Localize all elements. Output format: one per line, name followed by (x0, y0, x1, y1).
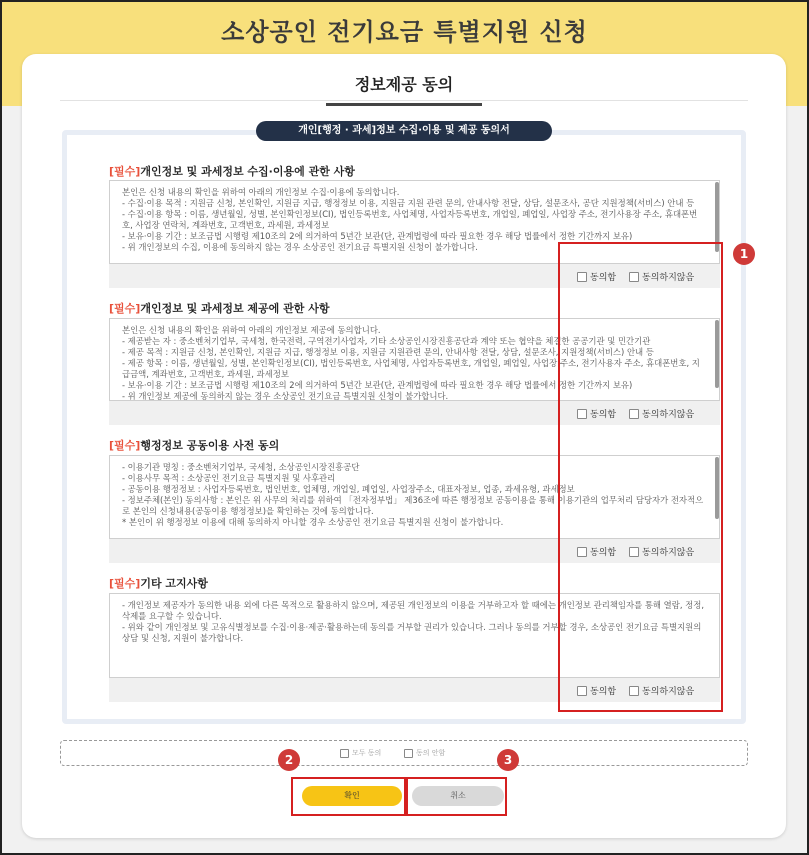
terms-line: 본인은 신청 내용의 확인을 위하여 아래의 개인정보 제공에 동의합니다. (122, 325, 381, 335)
checkbox-label: 동의하지않음 (642, 548, 695, 558)
consent-form-badge: 개인[행정 · 과세]정보 수집·이용 및 제공 동의서 (256, 121, 552, 141)
required-tag: [필수] (109, 577, 141, 590)
terms-line: - 개인정보 제공자가 동의한 내용 외에 다른 목적으로 활용하지 않으며, 제공된 개인정보의 이용을 거부하고자 할 때에는 개인정보 관리책임자를 통해 열람, 정정, 삭제를 요구할 수 있습니다. (122, 600, 705, 621)
checkbox-box[interactable] (340, 749, 349, 758)
checkbox-label: 동의함 (590, 687, 617, 697)
page-header-title: 소상공인 전기요금 특별지원 신청 (221, 18, 588, 46)
required-tag: [필수] (109, 302, 141, 315)
marker-2: 2 (278, 749, 300, 771)
checkbox-label: 동의하지않음 (642, 410, 695, 420)
terms-line: - 제공 목적 : 지원금 신청, 본인확인, 지원금 지급, 행정정보 이용, 지원금 지원관련 문의, 안내사항 전달, 상담, 설문조사, 지원정책(서비스) 안내 등 (122, 347, 654, 357)
highlight-consent-checkboxes (558, 242, 723, 712)
checkbox-label: 동의 안함 (416, 749, 446, 757)
required-tag: [필수] (109, 439, 141, 452)
agree-all-checkbox[interactable] (340, 748, 381, 758)
checkbox-label: 동의함 (590, 548, 617, 558)
terms-line: - 정보주체(본인) 동의사항 : 본인은 위 사무의 처리를 위하여 「전자정부법」 제36조에 따른 행정정보 공동이용을 통해 이용기관의 업무처리 담당자가 전자적으로 본인의 신청내용(공동이용 행정정보)을 확인하는 것에 동의합니다. (122, 495, 704, 516)
marker-1: 1 (733, 243, 755, 265)
section-title: 행정정보 공동이용 사전 동의 (140, 439, 280, 452)
section-heading-provision (109, 300, 329, 316)
checkbox-label: 모두 동의 (352, 749, 382, 757)
cancel-button[interactable]: 취소 (412, 786, 504, 806)
section-title: 개인정보 및 과세정보 수집·이용에 관한 사항 (140, 165, 355, 178)
terms-line: - 위 개인정보의 수집, 이용에 동의하지 않는 경우 소상공인 전기요금 특별지원 신청이 불가합니다. (122, 242, 478, 252)
section-heading-notice (109, 575, 208, 591)
terms-line: - 수집·이용 항목 : 이름, 생년월일, 성별, 본인확인정보(CI), 법인등록번호, 사업체명, 사업자등록번호, 개업일, 폐업일, 사업장 주소, 전기사용장 주소, 휴대폰번호, 사업장 연락처, 계좌번호, 고객번호, 과세원, 과세정보 (122, 209, 698, 230)
confirm-button[interactable]: 확인 (302, 786, 402, 806)
terms-line: 본인은 신청 내용의 확인을 위하여 아래의 개인정보 수집·이용에 동의합니다. (122, 187, 400, 197)
marker-3: 3 (497, 749, 519, 771)
section-title: 개인정보 및 과세정보 제공에 관한 사항 (140, 302, 330, 315)
page-title: 정보제공 동의 (326, 72, 482, 106)
terms-line: - 제공 항목 : 이름, 생년월일, 성별, 본인확인정보(CI), 법인등록번호, 사업체명, 사업자등록번호, 개업일, 폐업일, 사업장 주소, 전기사용자 주소, 휴대폰번호, 지급금액, 계좌번호, 고객번호, 과세원, 과세정보 (122, 358, 700, 379)
checkbox-label: 동의하지않음 (642, 273, 695, 283)
disagree-all-checkbox[interactable] (404, 748, 445, 758)
section-title: 기타 고지사항 (140, 577, 208, 590)
terms-line: - 공동이용 행정정보 : 사업자등록번호, 법인번호, 업체명, 개업일, 폐업일, 사업장주소, 대표자정보, 업종, 과세유형, 과세정보 (122, 484, 575, 494)
section-heading-collection (109, 163, 355, 179)
terms-line: - 보유·이용 기간 : 보조금법 시행령 제10조의 2에 의거하여 5년간 보관(단, 관계법령에 따라 필요한 경우 해당 법률에서 정한 기간까지 보유) (122, 380, 633, 390)
all-consent-bar (60, 740, 748, 766)
terms-line: - 수집·이용 목적 : 지원금 신청, 본인확인, 지원금 지급, 행정정보 이용, 지원금 지원 관련 문의, 안내사항 전달, 상담, 설문조사, 공단 지원정책(서비스) 안내 등 (122, 198, 695, 208)
terms-line: - 제공받는 자 : 중소벤처기업부, 국세청, 한국전력, 구역전기사업자, 기타 소상공인시장진흥공단과 계약 또는 협약을 체결한 공공기관 및 민간기관 (122, 336, 651, 346)
terms-line: - 이용기관 명칭 : 중소벤처기업부, 국세청, 소상공인시장진흥공단 (122, 462, 360, 472)
checkbox-label: 동의함 (590, 273, 617, 283)
terms-line: * 본인이 위 행정정보 이용에 대해 동의하지 아니할 경우 소상공인 전기요금 특별지원 신청이 불가합니다. (122, 517, 504, 527)
terms-line: - 이용사무 목적 : 소상공인 전기요금 특별지원 및 사후관리 (122, 473, 336, 483)
terms-line: - 위 개인정보 제공에 동의하지 않는 경우 소상공인 전기요금 특별지원 신청이 불가합니다. (122, 391, 449, 401)
checkbox-label: 동의함 (590, 410, 617, 420)
required-tag: [필수] (109, 165, 141, 178)
section-heading-shared-use (109, 437, 279, 453)
checkbox-box[interactable] (404, 749, 413, 758)
terms-line: - 보유·이용 기간 : 보조금법 시행령 제10조의 2에 의거하여 5년간 보관(단, 관계법령에 따라 필요한 경우 해당 법률에서 정한 기간까지 보유) (122, 231, 633, 241)
terms-line: - 위와 같이 개인정보 및 고유식별정보를 수집·이용·제공·활용하는데 동의를 거부할 권리가 있습니다. 그러나 동의를 거부할 경우, 소상공인 전기요금 특별지원의 상담 및 신청, 지원이 불가합니다. (122, 622, 702, 643)
checkbox-label: 동의하지않음 (642, 687, 695, 697)
title-divider (60, 100, 748, 101)
